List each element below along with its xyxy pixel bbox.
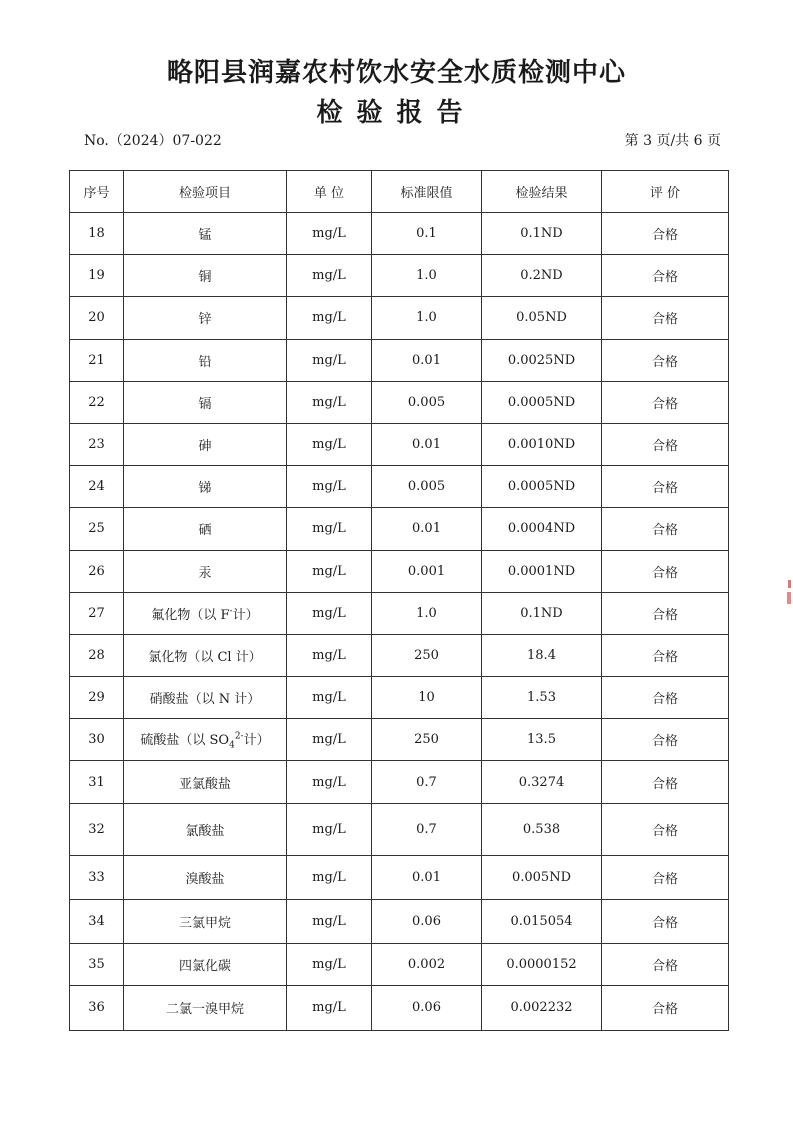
cell-unit: mg/L: [287, 423, 372, 465]
cell-result: 0.0005ND: [482, 381, 602, 423]
cell-no: 22: [70, 381, 124, 423]
cell-limit: 0.002: [372, 943, 482, 985]
cell-result: 0.005ND: [482, 855, 602, 899]
cell-no: 19: [70, 255, 124, 297]
cell-no: 26: [70, 550, 124, 592]
results-table: [69, 170, 729, 1031]
cell-no: 20: [70, 297, 124, 339]
table-row: [70, 423, 729, 465]
cell-item: 四氯化碳: [124, 943, 287, 985]
cell-eval: 合格: [602, 423, 729, 465]
table-row: [70, 255, 729, 297]
cell-unit: mg/L: [287, 677, 372, 719]
cell-unit: mg/L: [287, 550, 372, 592]
cell-unit: mg/L: [287, 943, 372, 985]
cell-eval: 合格: [602, 339, 729, 381]
cell-limit: 0.01: [372, 423, 482, 465]
cell-unit: mg/L: [287, 719, 372, 761]
cell-item: 锰: [124, 213, 287, 255]
cell-unit: mg/L: [287, 297, 372, 339]
cell-no: 33: [70, 855, 124, 899]
cell-limit: 0.005: [372, 381, 482, 423]
cell-eval: 合格: [602, 803, 729, 855]
table-header-row: [70, 171, 729, 213]
cell-limit: 0.01: [372, 339, 482, 381]
cell-eval: 合格: [602, 213, 729, 255]
cell-item: 氯酸盐: [124, 803, 287, 855]
cell-no: 36: [70, 985, 124, 1030]
table-row: [70, 943, 729, 985]
table-row: [70, 550, 729, 592]
cell-item: 锑: [124, 466, 287, 508]
cell-limit: 1.0: [372, 255, 482, 297]
cell-result: 0.0010ND: [482, 423, 602, 465]
table-body: [70, 213, 729, 1031]
cell-limit: 0.06: [372, 899, 482, 943]
cell-result: 13.5: [482, 719, 602, 761]
cell-no: 25: [70, 508, 124, 550]
cell-unit: mg/L: [287, 255, 372, 297]
cell-item: 二氯一溴甲烷: [124, 985, 287, 1030]
cell-unit: mg/L: [287, 803, 372, 855]
table-row: [70, 381, 729, 423]
cell-unit: mg/L: [287, 634, 372, 676]
table-row: [70, 634, 729, 676]
org-title: 略阳县润嘉农村饮水安全水质检测中心: [166, 58, 626, 88]
table-row: [70, 466, 729, 508]
table-row: [70, 297, 729, 339]
item-text: 计）: [232, 607, 259, 623]
cell-result: 1.53: [482, 677, 602, 719]
cell-limit: 0.001: [372, 550, 482, 592]
cell-item: [124, 719, 287, 761]
table-row: [70, 761, 729, 803]
table-row: [70, 719, 729, 761]
cell-result: 0.015054: [482, 899, 602, 943]
cell-eval: 合格: [602, 466, 729, 508]
stamp-edge-mark: [786, 578, 793, 608]
cell-eval: 合格: [602, 255, 729, 297]
cell-result: 0.0004ND: [482, 508, 602, 550]
cell-eval: 合格: [602, 899, 729, 943]
cell-limit: 0.7: [372, 761, 482, 803]
item-text: 氟化物（以 F: [151, 607, 230, 623]
col-header-eval: 评 价: [602, 171, 729, 213]
cell-limit: 1.0: [372, 297, 482, 339]
cell-limit: 0.01: [372, 855, 482, 899]
cell-result: 0.1ND: [482, 213, 602, 255]
cell-no: 29: [70, 677, 124, 719]
col-header-result: 检验结果: [482, 171, 602, 213]
cell-limit: 0.005: [372, 466, 482, 508]
col-header-limit: 标准限值: [372, 171, 482, 213]
cell-result: 0.2ND: [482, 255, 602, 297]
cell-eval: 合格: [602, 677, 729, 719]
cell-eval: 合格: [602, 381, 729, 423]
cell-result: 0.05ND: [482, 297, 602, 339]
cell-unit: mg/L: [287, 381, 372, 423]
cell-eval: 合格: [602, 592, 729, 634]
table-row: [70, 899, 729, 943]
cell-item: 锌: [124, 297, 287, 339]
table-row: [70, 508, 729, 550]
item-text: 计）: [243, 733, 270, 749]
cell-eval: 合格: [602, 634, 729, 676]
cell-item: 硒: [124, 508, 287, 550]
cell-no: 28: [70, 634, 124, 676]
cell-no: 21: [70, 339, 124, 381]
cell-result: 0.0000152: [482, 943, 602, 985]
cell-no: 27: [70, 592, 124, 634]
cell-item: 亚氯酸盐: [124, 761, 287, 803]
cell-unit: mg/L: [287, 855, 372, 899]
cell-item: 镉: [124, 381, 287, 423]
item-superscript: 2-: [234, 731, 244, 742]
cell-unit: mg/L: [287, 985, 372, 1030]
cell-no: 30: [70, 719, 124, 761]
item-text: 硫酸盐（以 SO: [140, 733, 230, 749]
cell-unit: mg/L: [287, 508, 372, 550]
cell-limit: 0.01: [372, 508, 482, 550]
cell-item: 溴酸盐: [124, 855, 287, 899]
cell-no: 34: [70, 899, 124, 943]
doc-title: 检验报告: [316, 98, 477, 128]
table-row: [70, 592, 729, 634]
cell-result: 0.0001ND: [482, 550, 602, 592]
item-superscript: -: [229, 606, 233, 617]
cell-eval: 合格: [602, 855, 729, 899]
table-row: [70, 985, 729, 1030]
col-header-item: 检验项目: [124, 171, 287, 213]
cell-no: 35: [70, 943, 124, 985]
col-header-no: 序号: [70, 171, 124, 213]
cell-result: 0.538: [482, 803, 602, 855]
cell-item: [124, 592, 287, 634]
table-row: [70, 677, 729, 719]
cell-item: 硝酸盐（以 N 计）: [124, 677, 287, 719]
cell-no: 18: [70, 213, 124, 255]
col-header-unit: 单 位: [287, 171, 372, 213]
cell-result: 0.1ND: [482, 592, 602, 634]
cell-eval: 合格: [602, 985, 729, 1030]
table-row: [70, 213, 729, 255]
cell-limit: 250: [372, 719, 482, 761]
cell-limit: 10: [372, 677, 482, 719]
cell-limit: 0.7: [372, 803, 482, 855]
cell-eval: 合格: [602, 297, 729, 339]
page-info: 第 3 页/共 6 页: [624, 133, 721, 149]
cell-item: 铜: [124, 255, 287, 297]
cell-limit: 0.06: [372, 985, 482, 1030]
cell-eval: 合格: [602, 508, 729, 550]
item-subscript: 4: [229, 740, 235, 751]
table-row: [70, 855, 729, 899]
cell-no: 32: [70, 803, 124, 855]
cell-unit: mg/L: [287, 592, 372, 634]
cell-limit: 1.0: [372, 592, 482, 634]
cell-eval: 合格: [602, 550, 729, 592]
cell-limit: 0.1: [372, 213, 482, 255]
cell-item: 铅: [124, 339, 287, 381]
cell-unit: mg/L: [287, 899, 372, 943]
cell-no: 24: [70, 466, 124, 508]
cell-limit: 250: [372, 634, 482, 676]
cell-item: 氯化物（以 Cl 计）: [124, 634, 287, 676]
cell-unit: mg/L: [287, 213, 372, 255]
cell-eval: 合格: [602, 719, 729, 761]
cell-eval: 合格: [602, 761, 729, 803]
cell-result: 0.002232: [482, 985, 602, 1030]
cell-item: 三氯甲烷: [124, 899, 287, 943]
cell-unit: mg/L: [287, 466, 372, 508]
cell-no: 23: [70, 423, 124, 465]
cell-result: 0.0025ND: [482, 339, 602, 381]
cell-result: 18.4: [482, 634, 602, 676]
cell-item: 砷: [124, 423, 287, 465]
cell-result: 0.3274: [482, 761, 602, 803]
report-number: No.（2024）07-022: [84, 133, 222, 149]
cell-unit: mg/L: [287, 339, 372, 381]
table-row: [70, 803, 729, 855]
cell-unit: mg/L: [287, 761, 372, 803]
cell-item: 汞: [124, 550, 287, 592]
table-row: [70, 339, 729, 381]
cell-no: 31: [70, 761, 124, 803]
cell-eval: 合格: [602, 943, 729, 985]
cell-result: 0.0005ND: [482, 466, 602, 508]
